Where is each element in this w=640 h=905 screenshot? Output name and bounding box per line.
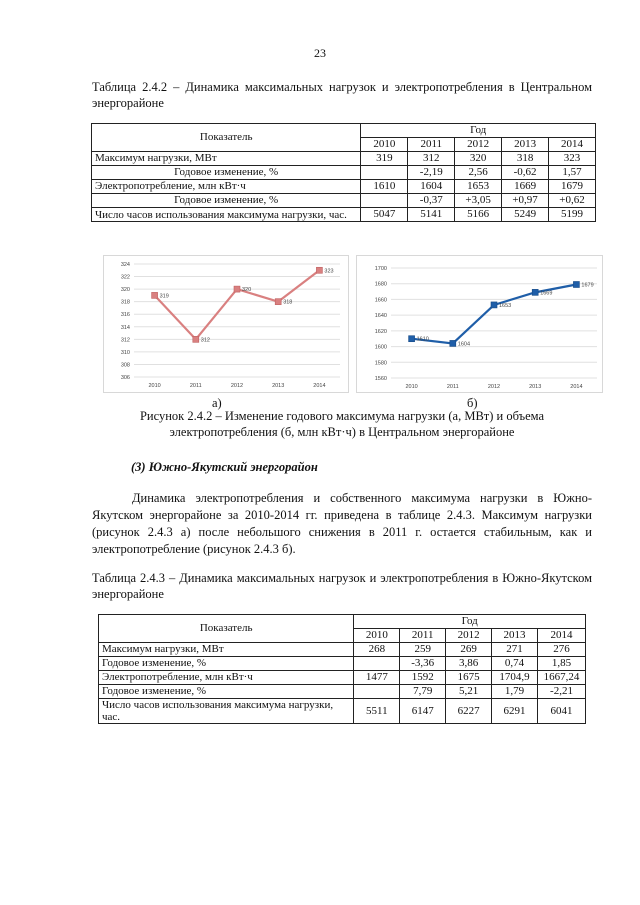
year-header-cell: 2013: [502, 138, 549, 152]
table-row: [99, 699, 586, 724]
value-cell: 1704,9: [492, 671, 538, 685]
year-header-cell: 2014: [549, 138, 596, 152]
table-row: [99, 671, 586, 685]
row-label: Число часов использования максимума нагрузки, час.: [92, 208, 361, 222]
data-label: 318: [283, 299, 293, 306]
year-header-cell: 2011: [400, 629, 446, 643]
table-row: [92, 166, 596, 180]
table-row: [92, 194, 596, 208]
series-line: [155, 270, 320, 339]
value-cell: 1592: [400, 671, 446, 685]
x-tick-label: 2011: [189, 383, 202, 389]
row-label: Годовое изменение, %: [92, 194, 361, 208]
row-label: Число часов использования максимума нагрузки, час.: [99, 699, 354, 724]
data-label: 1610: [416, 336, 429, 343]
value-cell: 319: [361, 152, 408, 166]
y-tick-label: 1580: [374, 360, 387, 367]
x-tick-label: 2012: [230, 383, 244, 389]
y-tick-label: 1600: [374, 344, 387, 351]
value-cell: -2,21: [538, 685, 586, 699]
table1: [91, 123, 596, 222]
data-point: [450, 340, 456, 346]
data-point: [152, 292, 158, 298]
value-cell: 5,21: [446, 685, 492, 699]
value-cell: +3,05: [455, 194, 502, 208]
data-label: 312: [200, 337, 210, 344]
table-row: [99, 657, 586, 671]
data-label: 1604: [457, 341, 471, 348]
x-tick-label: 2013: [529, 384, 542, 390]
x-tick-label: 2012: [487, 384, 501, 390]
data-point: [234, 286, 240, 292]
column-header-indicator: Показатель: [99, 615, 354, 643]
data-label: 320: [242, 287, 252, 294]
value-cell: 3,86: [446, 657, 492, 671]
value-cell: 318: [502, 152, 549, 166]
chart-max-load: [103, 255, 349, 393]
y-tick-label: 310: [120, 349, 130, 356]
year-header-cell: 2012: [446, 629, 492, 643]
value-cell: [354, 685, 400, 699]
table-row: [92, 208, 596, 222]
value-cell: 1679: [549, 180, 596, 194]
data-point: [275, 299, 281, 305]
value-cell: 1667,24: [538, 671, 586, 685]
table-row: [92, 152, 596, 166]
table-row: [99, 685, 586, 699]
data-label: 1679: [581, 282, 594, 289]
value-cell: [361, 194, 408, 208]
y-tick-label: 316: [120, 312, 130, 319]
y-tick-label: 1680: [374, 281, 387, 288]
value-cell: 320: [455, 152, 502, 166]
y-tick-label: 306: [120, 375, 130, 381]
table2-title: Таблица 2.4.3 – Динамика максимальных нагрузок и электропотребления в Южно-Якутском энергорайоне: [92, 571, 592, 601]
data-point: [532, 289, 538, 295]
y-tick-label: 318: [120, 299, 130, 306]
y-tick-label: 1620: [374, 328, 387, 335]
page-number: 23: [314, 46, 326, 60]
year-header-cell: 2011: [408, 138, 455, 152]
x-tick-label: 2014: [313, 383, 326, 389]
y-tick-label: 322: [120, 274, 130, 281]
figure-caption-line2: электропотребления (б, млн кВт·ч) в Центральном энергорайоне: [169, 425, 515, 439]
value-cell: 6291: [492, 699, 538, 724]
value-cell: 2,56: [455, 166, 502, 180]
x-tick-label: 2010: [405, 384, 418, 390]
value-cell: 268: [354, 643, 400, 657]
chart-consumption-svg: [357, 256, 602, 392]
value-cell: -0,37: [408, 194, 455, 208]
chart-max-load-svg: [104, 256, 348, 392]
data-label: 1653: [499, 302, 512, 309]
value-cell: 5249: [502, 208, 549, 222]
data-point: [491, 302, 497, 308]
y-tick-label: 1640: [374, 313, 387, 320]
value-cell: 5511: [354, 699, 400, 724]
value-cell: 6041: [538, 699, 586, 724]
year-header-cell: 2013: [492, 629, 538, 643]
value-cell: +0,97: [502, 194, 549, 208]
value-cell: 1,57: [549, 166, 596, 180]
chart-label-b: б): [467, 396, 478, 410]
value-cell: 1477: [354, 671, 400, 685]
table-row: [92, 180, 596, 194]
data-label: 319: [159, 293, 169, 300]
value-cell: 5047: [361, 208, 408, 222]
row-label: Годовое изменение, %: [92, 166, 361, 180]
value-cell: 1653: [455, 180, 502, 194]
row-label: Годовое изменение, %: [99, 685, 354, 699]
value-cell: 0,74: [492, 657, 538, 671]
data-point: [316, 267, 322, 273]
row-label: Максимум нагрузки, МВт: [99, 643, 354, 657]
value-cell: 6147: [400, 699, 446, 724]
y-tick-label: 1560: [374, 376, 387, 382]
y-tick-label: 324: [120, 262, 130, 268]
row-label: Максимум нагрузки, МВт: [92, 152, 361, 166]
data-label: 1669: [540, 290, 553, 297]
row-label: Электропотребление, млн кВт·ч: [99, 671, 354, 685]
value-cell: 271: [492, 643, 538, 657]
section-heading: (3) Южно-Якутский энергорайон: [131, 460, 318, 474]
year-header-cell: 2014: [538, 629, 586, 643]
data-label: 323: [324, 268, 334, 275]
y-tick-label: 314: [120, 324, 130, 331]
value-cell: 323: [549, 152, 596, 166]
y-tick-label: 308: [120, 362, 130, 369]
value-cell: 259: [400, 643, 446, 657]
data-point: [193, 336, 199, 342]
value-cell: 312: [408, 152, 455, 166]
y-tick-label: 1700: [374, 266, 387, 272]
value-cell: 1,79: [492, 685, 538, 699]
year-header-cell: 2012: [455, 138, 502, 152]
value-cell: [354, 657, 400, 671]
value-cell: 1610: [361, 180, 408, 194]
column-header-indicator: Показатель: [92, 124, 361, 152]
x-tick-label: 2010: [148, 383, 161, 389]
column-header-year: Год: [354, 615, 586, 629]
value-cell: 276: [538, 643, 586, 657]
x-tick-label: 2014: [570, 384, 583, 390]
value-cell: 5141: [408, 208, 455, 222]
year-header-cell: 2010: [354, 629, 400, 643]
chart-label-a: а): [212, 396, 222, 410]
table-row: [99, 643, 586, 657]
y-tick-label: 320: [120, 287, 130, 294]
table1-title: Таблица 2.4.2 – Динамика максимальных нагрузок и электропотребления в Центральном энергорайоне: [92, 80, 592, 110]
y-tick-label: 312: [120, 337, 130, 344]
value-cell: 6227: [446, 699, 492, 724]
value-cell: -2,19: [408, 166, 455, 180]
data-point: [409, 336, 415, 342]
value-cell: 7,79: [400, 685, 446, 699]
value-cell: -3,36: [400, 657, 446, 671]
x-tick-label: 2013: [272, 383, 285, 389]
value-cell: 5166: [455, 208, 502, 222]
column-header-year: Год: [361, 124, 596, 138]
figure-caption-line1: Рисунок 2.4.2 – Изменение годового максимума нагрузки (а, МВт) и объема: [139, 409, 545, 423]
row-label: Электропотребление, млн кВт·ч: [92, 180, 361, 194]
chart-consumption: [356, 255, 603, 393]
body-paragraph: Динамика электропотребления и собственного максимума нагрузки в Южно-Якутском энергорайоне за 2010-2014 гг. приведена в таблице 2.4.3. Максимум нагрузки (рисунок 2.4.3 а) после небольшого снижения в 2011 г. остается стабильным, как и электропотребление (рисунок 2.4.3 б).: [92, 491, 592, 556]
value-cell: -0,62: [502, 166, 549, 180]
value-cell: 1604: [408, 180, 455, 194]
value-cell: 1669: [502, 180, 549, 194]
table2: [98, 614, 586, 724]
value-cell: +0,62: [549, 194, 596, 208]
value-cell: [361, 166, 408, 180]
value-cell: 5199: [549, 208, 596, 222]
value-cell: 1,85: [538, 657, 586, 671]
data-point: [573, 282, 579, 288]
value-cell: 1675: [446, 671, 492, 685]
y-tick-label: 1660: [374, 297, 387, 304]
x-tick-label: 2011: [446, 384, 459, 390]
year-header-cell: 2010: [361, 138, 408, 152]
row-label: Годовое изменение, %: [99, 657, 354, 671]
value-cell: 269: [446, 643, 492, 657]
